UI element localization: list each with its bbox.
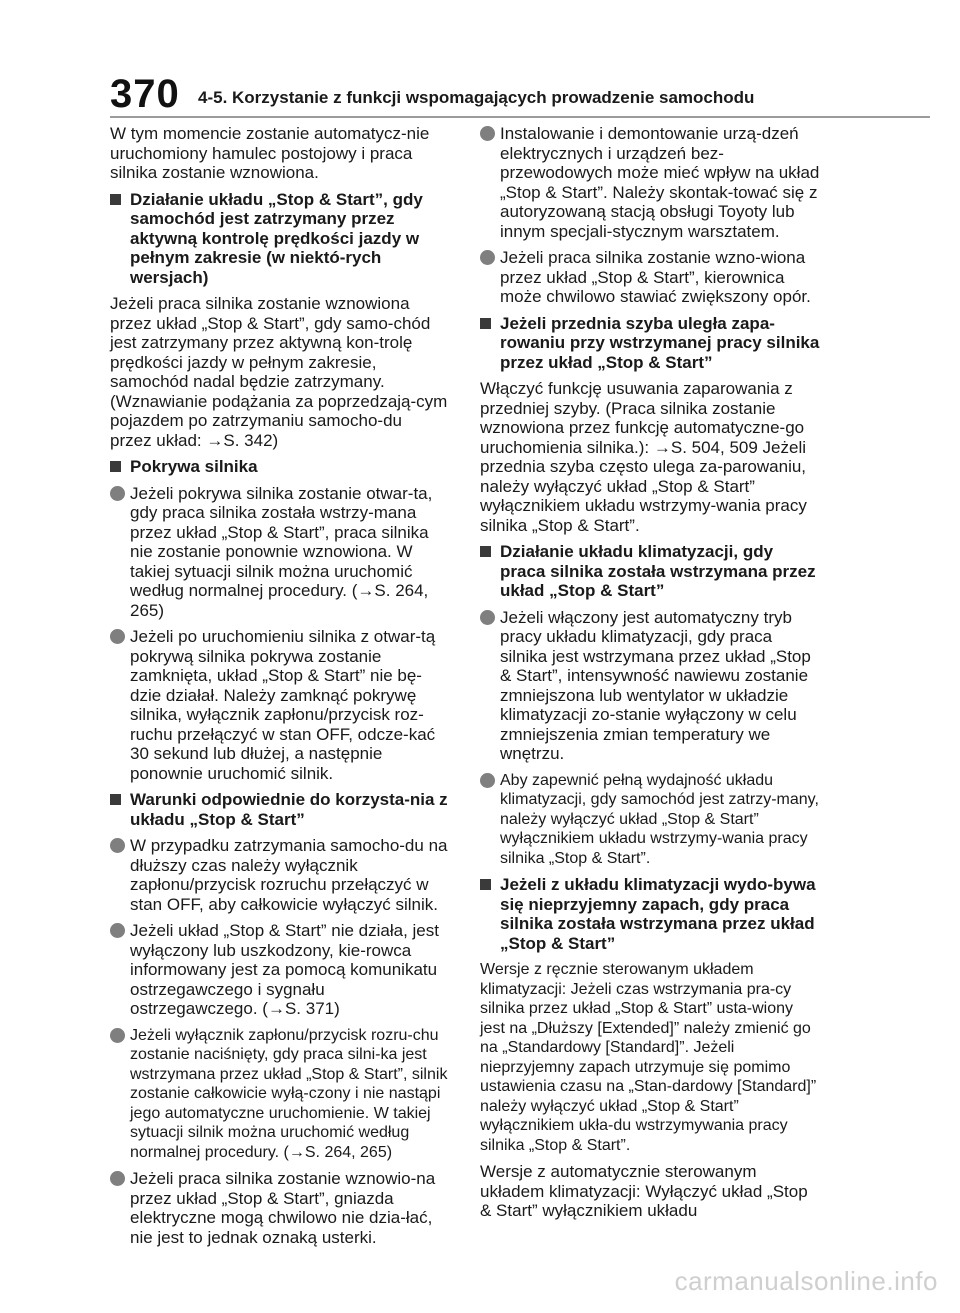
body-paragraph: Wersje z ręcznie sterowanym układem klimatyzacji: Jeżeli czas wstrzymania pra-cy silnika przez układ „Stop & Start” usta-wiony jest na „Dłuższy [Extended]” należy zmienić go na „Standardowy [Standard]”. Jeżeli nieprzyjemny zapach utrzymuje się pomimo ustawienia czasu na „Stan-dardowy [Standard]” należy wyłączyć układ „Stop & Start” wyłącznikiem ukła-du wstrzymywania pracy silnika „Stop & Start”.	[480, 961, 817, 1154]
circle-bullet-icon	[110, 923, 125, 938]
square-bullet-icon	[480, 318, 491, 329]
chapter-title: 4-5. Korzystanie z funkcji wspomagających prowadzenie samochodu	[198, 88, 755, 107]
bullet-item: Jeżeli pokrywa silnika zostanie otwar-ta, gdy praca silnika została wstrzy-mana przez układ „Stop & Start”, praca silnika nie zostanie ponownie wznowiona. W takiej sytuacji silnik można uruchomić według normalnej procedury. (→S. 264, 265)	[110, 484, 448, 621]
square-bullet-icon	[110, 794, 121, 805]
bullet-item: W przypadku zatrzymania samocho-du na dłuższy czas należy wyłącznik zapłonu/przycisk rozruchu przełączyć w stan OFF, aby całkowicie wyłączyć silnik.	[110, 836, 448, 914]
circle-bullet-icon	[480, 250, 495, 265]
left-column	[110, 124, 448, 1254]
bullet-item: Jeżeli praca silnika zostanie wzno-wiona przez układ „Stop & Start”, kierownica może chwilowo stawiać zwiększony opór.	[480, 248, 820, 307]
square-bullet-icon	[110, 461, 121, 472]
bullet-item: Jeżeli układ „Stop & Start” nie działa, jest wyłączony lub uszkodzony, kie-rowca informowany jest za pomocą komunikatu ostrzegawczego i sygnału ostrzegawczego. (→S. 371)	[110, 921, 448, 1019]
section-heading: Działanie układu klimatyzacji, gdy praca silnika została wstrzymana przez układ „Stop & Start”	[480, 542, 820, 601]
square-bullet-icon	[480, 546, 491, 557]
bullet-item: Instalowanie i demontowanie urzą-dzeń elektrycznych i urządzeń bez-przewodowych może mieć wpływ na układ „Stop & Start”. Należy skontak-tować się z autoryzowaną stacją obsługi Toyoty lub innym specjali-stycznym warsztatem.	[480, 124, 820, 241]
section-heading: Warunki odpowiednie do korzysta-nia z układu „Stop & Start”	[110, 790, 448, 829]
section-heading: Pokrywa silnika	[110, 457, 448, 477]
body-paragraph: Włączyć funkcję usuwania zaparowania z przedniej szyby. (Praca silnika zostanie wznowiona przez funkcję automatyczne-go uruchomienia silnika.): →S. 504, 509 Jeżeli przednia szyba często ulega za-parowaniu, należy wyłączyć układ „Stop & Start” wyłącznikiem układu wstrzymy-wania pracy silnika „Stop & Start”.	[480, 379, 807, 535]
bullet-item: Jeżeli włączony jest automatyczny tryb pracy układu klimatyzacji, gdy praca silnika jest wstrzymana przez układ „Stop & Start”, intensywność nawiewu zostanie zmniejszona lub wentylator w układzie klimatyzacji zo-stanie wyłączony w celu zmniejszenia zmian temperatury we wnętrzu.	[480, 608, 820, 764]
right-column	[480, 124, 820, 1228]
section-heading: Działanie układu „Stop & Start”, gdy samochód jest zatrzymany przez aktywną kontrolę prędkości jazdy w pełnym zakresie (w niektó-rych wersjach)	[110, 190, 448, 288]
square-bullet-icon	[110, 194, 121, 205]
circle-bullet-icon	[110, 629, 125, 644]
circle-bullet-icon	[110, 1028, 125, 1043]
circle-bullet-icon	[110, 486, 125, 501]
square-bullet-icon	[480, 879, 491, 890]
watermark-text: carmanualsonline.info	[674, 1266, 938, 1296]
intro-paragraph: W tym momencie zostanie automatycz-nie uruchomiony hamulec postojowy i praca silnika zostanie wznowiona.	[110, 124, 430, 182]
bullet-item: Jeżeli praca silnika zostanie wznowio-na przez układ „Stop & Start”, gniazda elektryczne mogą chwilowo nie dzia-łać, nie jest to jednak oznaką usterki.	[110, 1169, 448, 1247]
circle-bullet-icon	[480, 773, 495, 788]
circle-bullet-icon	[110, 1171, 125, 1186]
body-paragraph: Jeżeli praca silnika zostanie wznowiona przez układ „Stop & Start”, gdy samo-chód jest zatrzymany przez aktywną kon-trolę prędkości jazdy w pełnym zakresie, samochód nadal będzie zatrzymany. (Wznawianie podążania za poprzedzają-cym pojazdem po zatrzymaniu samocho-du przez układ: →S. 342)	[110, 294, 448, 450]
page-number: 370	[110, 72, 180, 116]
bullet-item: Aby zapewnić pełną wydajność układu klimatyzacji, gdy samochód jest zatrzy-many, należy wyłączyć układ „Stop & Start” wyłącznikiem układu wstrzymy-wania pracy silnika „Stop & Start”.	[480, 771, 820, 869]
body-paragraph: Wersje z automatycznie sterowanym układem klimatyzacji: Wyłączyć układ „Stop & Start” wyłącznikiem układu	[480, 1162, 808, 1220]
header-divider	[110, 116, 930, 118]
circle-bullet-icon	[110, 838, 125, 853]
circle-bullet-icon	[480, 610, 495, 625]
section-heading: Jeżeli przednia szyba uległa zapa-rowaniu przy wstrzymanej pracy silnika przez układ „Stop & Start”	[480, 314, 820, 373]
bullet-item: Jeżeli po uruchomieniu silnika z otwar-tą pokrywą silnika pokrywa zostanie zamknięta, układ „Stop & Start” nie bę-dzie działał. Należy zamknąć pokrywę silnika, wyłącznik zapłonu/przycisk roz-ruchu przełączyć w stan OFF, odcze-kać 30 sekund lub dłużej, a następnie ponownie uruchomić silnik.	[110, 627, 448, 783]
bullet-item: Jeżeli wyłącznik zapłonu/przycisk rozru-chu zostanie naciśnięty, gdy praca silni-ka jest wstrzymana przez układ „Stop & Start”, silnik zostanie całkowicie wyłą-czony i nie nastąpi jego automatyczne uruchomienie. W takiej sytuacji silnik można uruchomić według normalnej procedury. (→S. 264, 265)	[110, 1026, 448, 1163]
section-heading: Jeżeli z układu klimatyzacji wydo-bywa się nieprzyjemny zapach, gdy praca silnika została wstrzymana przez układ „Stop & Start”	[480, 875, 820, 953]
circle-bullet-icon	[480, 126, 495, 141]
